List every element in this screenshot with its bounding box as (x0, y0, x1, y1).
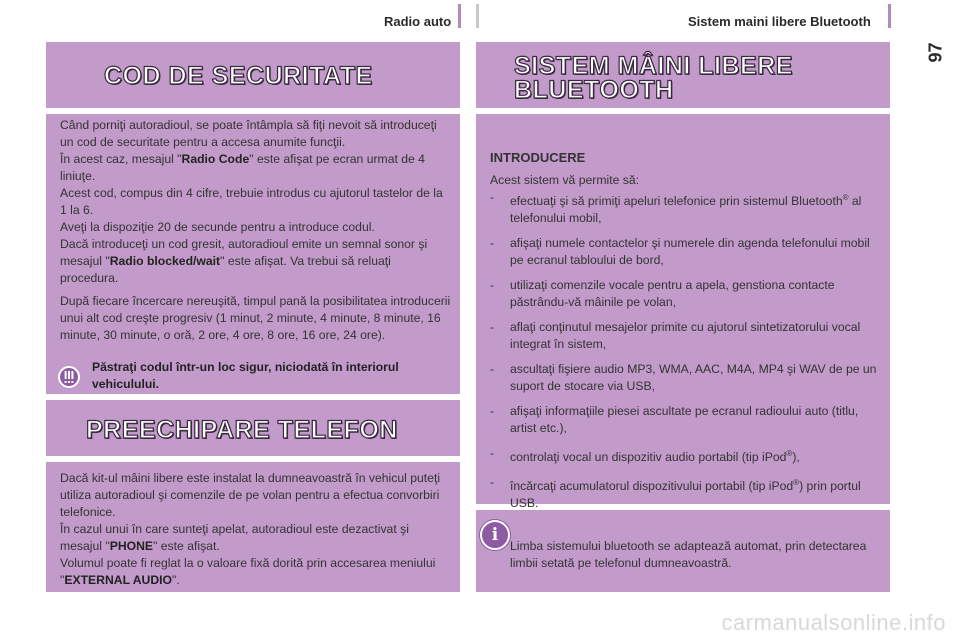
item8-sup: ® (793, 478, 800, 488)
list-item: - afişaţi numele contactelor şi numerele din agenda telefonului mobil pe ecranul tabloului de bord, (490, 235, 880, 269)
bluetooth-title-line2: BLUETOOTH (514, 76, 674, 104)
bluetooth-title (514, 54, 793, 102)
cod-p1-b-post: " este afişat pe ecran urmat de 4 liniuţe. (60, 152, 425, 183)
feature-list (490, 189, 880, 512)
list-item: - utilizaţi comenzile vocale pentru a apela, genstiona contacte păstrându-vă mâinile pe volan, (490, 277, 880, 311)
header-divider-left (458, 4, 461, 28)
header-left-title: Radio auto (384, 14, 452, 29)
external-audio-label: EXTERNAL AUDIO (64, 573, 172, 587)
list-item (490, 189, 880, 227)
cod-warning-label: Păstraţi codul într-un loc sigur, niciodată în interiorul vehiculului. (92, 360, 399, 391)
header-divider-right (476, 4, 479, 28)
preechipare-text (60, 470, 452, 589)
radio-code-label: Radio Code (181, 152, 250, 166)
item7-text-end: ), (792, 450, 800, 465)
phone-label: PHONE (109, 539, 154, 553)
cod-p1-c: Acest cod, compus din 4 cifre, trebuie introdus cu ajutorul tastelor de la 1 la 6. (60, 186, 443, 217)
cod-warning-text (92, 359, 452, 393)
intro-lead: Acest sistem vă permite să: (490, 173, 640, 187)
cod-p1-b-pre: În acest caz, mesajul " (60, 152, 182, 166)
item1-text-end: al telefonului mobil, (510, 194, 862, 226)
watermark: carmanualsonline.info (721, 610, 946, 635)
item7-sup: ® (786, 449, 793, 459)
page-number: 97 (925, 42, 946, 63)
cod-p2: După fiecare încercare nereuşită, timpul pană la posibilitatea introducerii unui alt cod creşte progresiv (1 minut, 2 minute, 4 minute, 8 minute, 16 minute, 30 minute, o oră, 2 ore, 4 ore, 8 ore, 16 ore, 24 ore). (60, 294, 451, 342)
cod-p1-d: Aveţi la dispoziţie 20 de secunde pentru a introduce codul. (60, 220, 375, 234)
item1-sup: ® (842, 193, 849, 202)
cod-p1-e-post: " este afişat. Va trebui să reluaţi procedura. (60, 254, 391, 285)
cod-securitate-title: COD DE SECURITATE (104, 62, 373, 90)
list-item (490, 445, 880, 466)
pre-p-a: Dacă kit-ul mâini libere este instalat la dumneavoastră în vehicul puteţi utiliza autoradioul şi comenzile de pe volan pentru a efectua convorbiri telefonice. (60, 471, 441, 519)
info-icon: i (480, 520, 510, 550)
radio-blocked-label: Radio blocked/wait (109, 254, 221, 268)
preechipare-title: PREECHIPARE TELEFON (86, 416, 398, 444)
bluetooth-intro-text (490, 172, 880, 520)
list-item: - ascultaţi fişiere audio MP3, WMA, AAC, M4A, MP4 şi WAV de pe un suport de stocare via USB, (490, 361, 880, 395)
item8-text-end: ) prin portul USB. (510, 479, 861, 511)
item8-text: încărcaţi acumulatorul dispozitivului portabil (tip iPod (510, 479, 794, 494)
bluetooth-title-line1: SISTEM MÂINI LIBERE (514, 52, 793, 80)
pre-p-c-post: ". (172, 573, 180, 587)
header-right-title: Sistem maini libere Bluetooth (688, 14, 871, 29)
pre-p-b-post: " este afişat. (153, 539, 220, 553)
pre-p-b-pre: În cazul unui în care sunteţi apelat, autoradioul este dezactivat şi mesajul " (60, 522, 409, 553)
bluetooth-info-text: Limba sistemului bluetooth se adaptează automat, prin detectarea limbii setată pe telefonul dumneavoastră. (510, 539, 867, 570)
header-divider-far-right (888, 4, 891, 28)
cod-p1-e-pre: Dacă introduceţi un cod gresit, autoradioul emite un semnal sonor şi mesajul " (60, 237, 428, 268)
warning-icon (58, 366, 80, 388)
list-item: - afişaţi informaţiile piesei ascultate pe ecranul radioului auto (titlu, artist etc.), (490, 403, 880, 437)
pre-p-c-pre: Volumul poate fi reglat la o valoare fixă dorită prin accesarea meniului " (60, 556, 436, 587)
list-item (490, 474, 880, 512)
cod-securitate-text (60, 117, 452, 350)
intro-heading: INTRODUCERE (490, 150, 586, 165)
cod-p1-a: Când porniţi autoradioul, se poate întâmpla să fiţi nevoit să introduceţi un cod de securitate pentru a accesa anumite funcţii. (60, 118, 437, 149)
item7-text: controlaţi vocal un dispozitiv audio portabil (tip iPod (510, 450, 787, 465)
item1-text: efectuaţi şi să primiţi apeluri telefonice prin sistemul Bluetooth (510, 194, 843, 209)
list-item: - aflaţi conţinutul mesajelor primite cu ajutorul sintetizatorului vocal integrat în sistem, (490, 319, 880, 353)
